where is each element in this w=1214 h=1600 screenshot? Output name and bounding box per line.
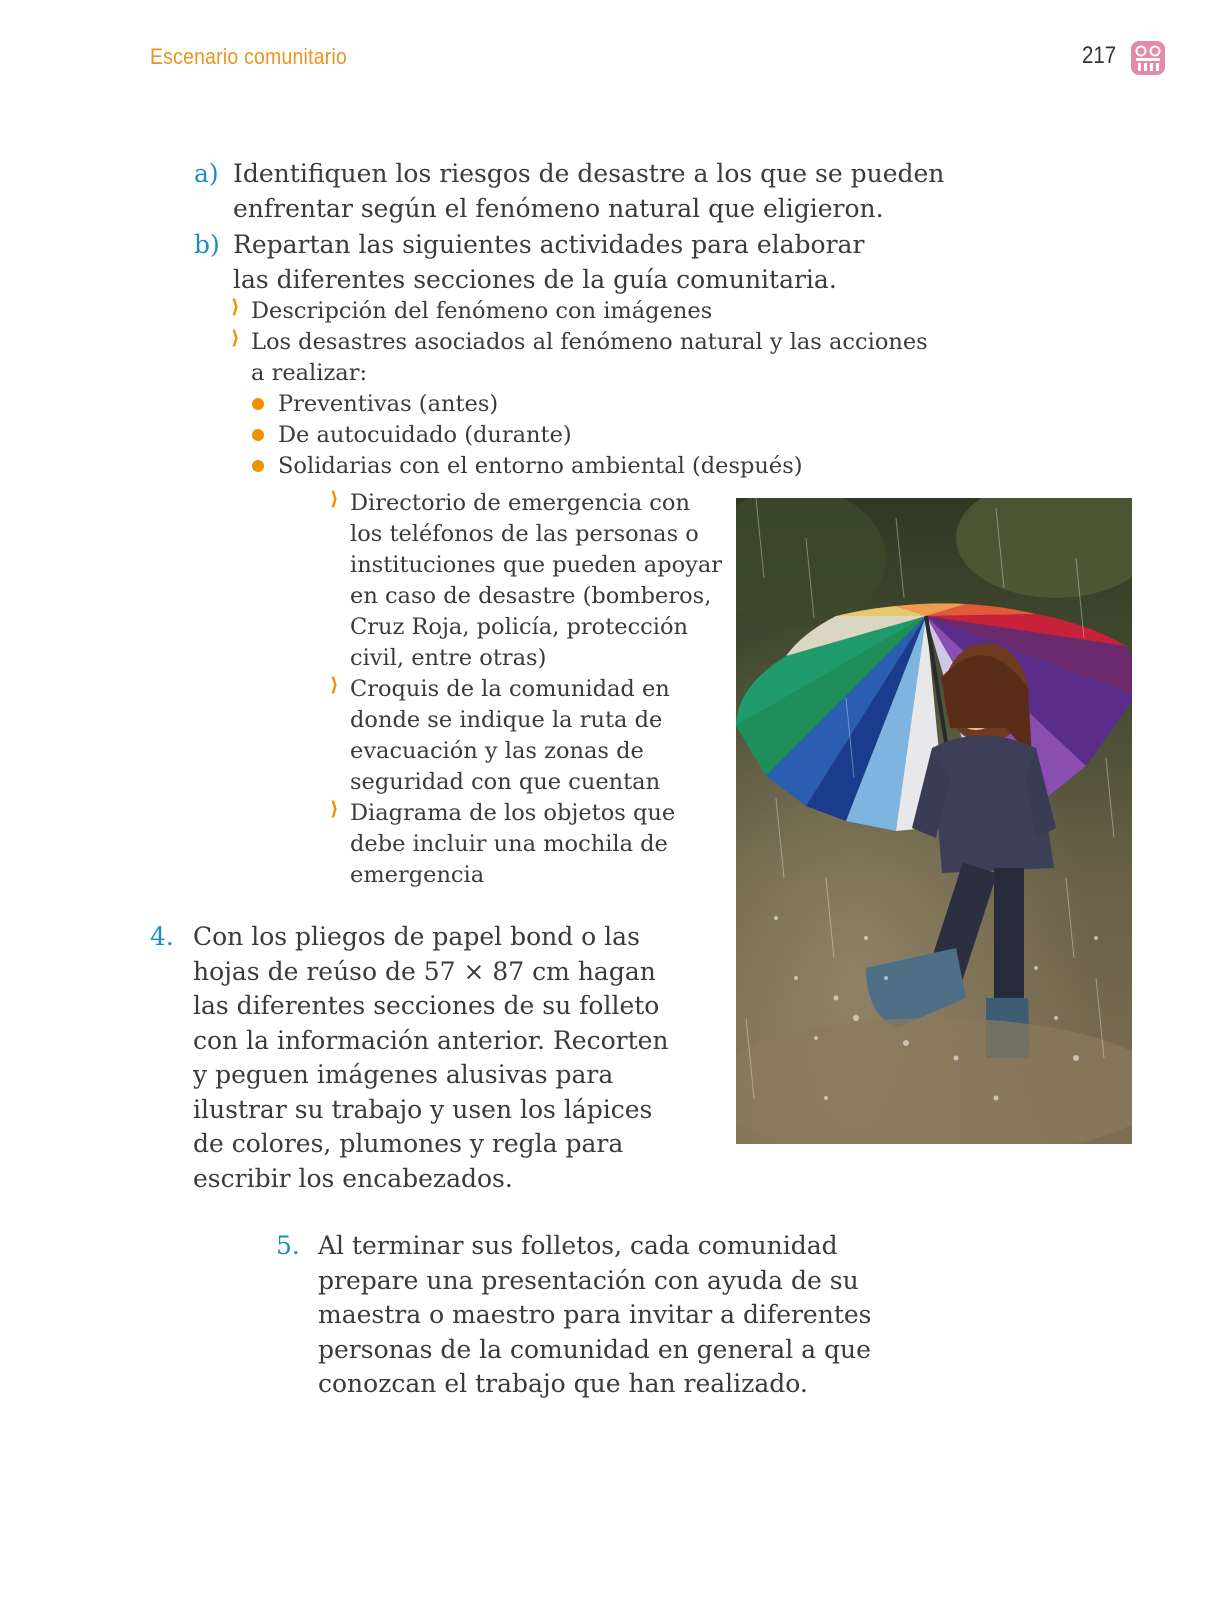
- item-a-marker: a): [194, 159, 219, 188]
- photo-child-umbrella-rain: [736, 498, 1132, 1144]
- step-5-number: 5.: [276, 1231, 300, 1260]
- bullet-preventive: Preventivas (antes): [278, 391, 499, 417]
- page-number: 217: [1082, 42, 1117, 69]
- item-a-text: Identifiquen los riesgos de desastre a los que se pueden enfrentar según el fenómeno natural que eligieron.: [233, 159, 945, 223]
- glyph-icon: [1130, 40, 1166, 76]
- chevron-icon: ⟩: [330, 488, 339, 510]
- sub-item-sketch: Croquis de la comunidad en donde se indique la ruta de evacuación y las zonas de seguridad con que cuentan: [350, 676, 670, 795]
- step-5-text: Al terminar sus folletos, cada comunidad prepare una presentación con ayuda de su maestra o maestro para invitar a diferentes personas de la comunidad en general a que conozcan el trabajo que han realizado.: [318, 1231, 872, 1398]
- bullet-dot-icon: [252, 398, 264, 410]
- item-b-marker: b): [194, 230, 220, 259]
- item-b-text: Repartan las siguientes actividades para elaborar las diferentes secciones de la guía comunitaria.: [233, 230, 865, 294]
- bullet-selfcare: De autocuidado (durante): [278, 422, 572, 448]
- chevron-icon: ⟩: [231, 296, 240, 318]
- chevron-icon: ⟩: [330, 674, 339, 696]
- bullet-solidary: Solidarias con el entorno ambiental (después): [278, 453, 803, 479]
- sub-item-directory: Directorio de emergencia con los teléfonos de las personas o instituciones que pueden apoyar en caso de desastre (bomberos, Cruz Roja, policía, protección civil, entre otras): [350, 490, 723, 671]
- sub-item-diagram: Diagrama de los objetos que debe incluir una mochila de emergencia: [350, 800, 676, 888]
- sub-item-description: Descripción del fenómeno con imágenes: [251, 298, 713, 324]
- sub-item-disasters: Los desastres asociados al fenómeno natural y las acciones a realizar:: [251, 329, 928, 386]
- chevron-icon: ⟩: [231, 327, 240, 349]
- bullet-dot-icon: [252, 460, 264, 472]
- step-4-text: Con los pliegos de papel bond o las hojas de reúso de 57 × 87 cm hagan las diferentes secciones de su folleto con la información anterior. Recorten y peguen imágenes alusivas para ilustrar su trabajo y usen los lápices de colores, plumones y regla para escribir los encabezados.: [193, 922, 669, 1193]
- bullet-dot-icon: [252, 429, 264, 441]
- section-title: Escenario comunitario: [150, 44, 348, 69]
- step-4-number: 4.: [150, 922, 174, 951]
- chevron-icon: ⟩: [330, 798, 339, 820]
